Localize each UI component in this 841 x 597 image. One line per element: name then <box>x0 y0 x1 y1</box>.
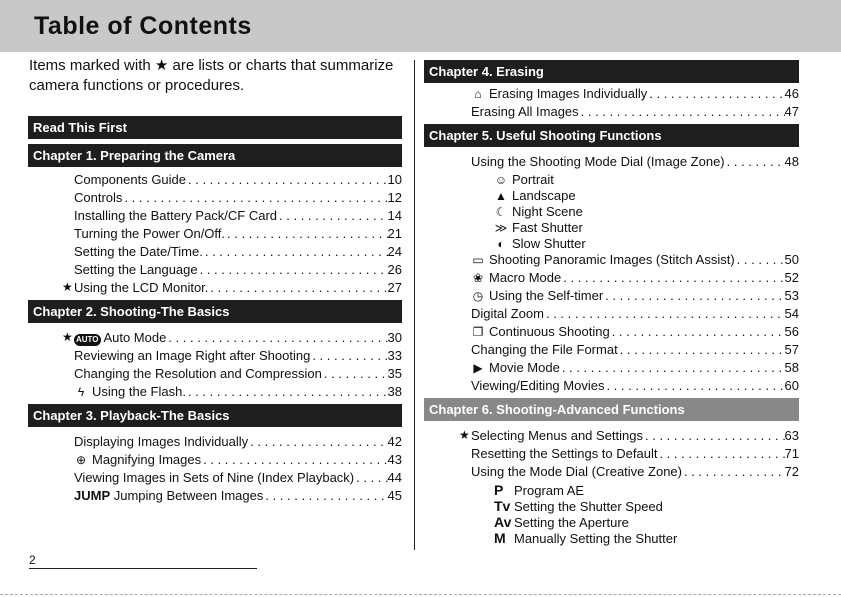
toc-entry[interactable]: Viewing Images in Sets of Nine (Index Playback) . . . 44 <box>74 470 402 486</box>
toc-entry[interactable]: Changing the Resolution and Compression . . . 35 <box>74 366 402 382</box>
subitem-portrait[interactable]: ☺ Portrait <box>494 172 554 187</box>
toc-entry[interactable]: ⌂ Erasing Images Individually . . . 46 <box>471 86 799 102</box>
toc-entry[interactable]: JUMP Jumping Between Images . . . 45 <box>74 488 402 504</box>
landscape-icon: ▲ <box>495 189 507 203</box>
intro-text: Items marked with ★ are lists or charts that summarize camera functions or procedures. <box>29 57 394 94</box>
chapter-6-header[interactable]: Chapter 6. Shooting-Advanced Functions <box>424 398 799 421</box>
star-icon: ★ <box>62 280 73 294</box>
toc-entry[interactable]: Components Guide . . . 10 <box>74 172 402 188</box>
toc-entry[interactable]: Turning the Power On/Off. . . . 21 <box>74 226 402 242</box>
chapter-1-header[interactable]: Chapter 1. Preparing the Camera <box>28 144 402 167</box>
chapter-4-header[interactable]: Chapter 4. Erasing <box>424 60 799 83</box>
page-edge-rule <box>0 594 841 596</box>
portrait-icon: ☺ <box>494 173 508 187</box>
toc-entry[interactable]: ▭ Shooting Panoramic Images (Stitch Assist) . . . 50 <box>471 252 799 268</box>
page-number: 2 <box>29 553 36 567</box>
subitem-aperture[interactable]: Av Setting the Aperture <box>494 514 629 530</box>
toc-entry[interactable]: Using the Shooting Mode Dial (Image Zone) . . . 48 <box>471 154 799 170</box>
subitem-slow-shutter[interactable]: ◐ Slow Shutter <box>494 236 586 252</box>
toc-entry[interactable]: Changing the File Format . . . 57 <box>471 342 799 358</box>
toc-entry[interactable]: Displaying Images Individually . . . 42 <box>74 434 402 450</box>
read-first-header[interactable]: Read This First <box>28 116 402 139</box>
subitem-shutter-speed[interactable]: Tv Setting the Shutter Speed <box>494 498 663 514</box>
mode-av-icon: Av <box>494 514 512 530</box>
chapter-2-header[interactable]: Chapter 2. Shooting-The Basics <box>28 300 402 323</box>
column-divider <box>414 60 415 550</box>
toc-entry[interactable]: Digital Zoom . . . 54 <box>471 306 799 322</box>
stitch-assist-icon: ▭ <box>472 253 484 267</box>
toc-entry[interactable]: Setting the Date/Time. . . . 24 <box>74 244 402 260</box>
subitem-landscape[interactable]: ▲ Landscape <box>495 188 576 203</box>
macro-icon: ❀ <box>472 271 484 285</box>
toc-entry[interactable]: Reviewing an Image Right after Shooting . . . 33 <box>74 348 402 364</box>
jump-icon: JUMP <box>74 488 111 503</box>
erase-icon: ⌂ <box>474 87 482 101</box>
toc-entry[interactable]: AUTO Auto Mode . . . 30 <box>74 330 402 346</box>
footer-rule <box>29 568 257 569</box>
self-timer-icon: ◷ <box>472 289 484 303</box>
subitem-manual[interactable]: M Manually Setting the Shutter <box>494 530 678 546</box>
chapter-5-header[interactable]: Chapter 5. Useful Shooting Functions <box>424 124 799 147</box>
toc-entry[interactable]: Resetting the Settings to Default . . . 71 <box>471 446 799 462</box>
slow-shutter-icon: ◐ <box>497 237 505 251</box>
toc-entry[interactable]: Viewing/Editing Movies . . . 60 <box>471 378 799 394</box>
mode-p-icon: P <box>494 482 504 498</box>
mode-m-icon: M <box>494 530 506 546</box>
toc-entry[interactable]: ❐ Continuous Shooting . . . 56 <box>471 324 799 340</box>
movie-icon: ▶ <box>473 361 483 375</box>
toc-entry[interactable]: Using the LCD Monitor. . . . 27 <box>74 280 402 296</box>
fast-shutter-icon: ≫ <box>494 221 508 235</box>
toc-entry[interactable]: ▶ Movie Mode . . . 58 <box>471 360 799 376</box>
auto-mode-icon: AUTO <box>76 335 99 344</box>
continuous-icon: ❐ <box>472 325 484 339</box>
toc-entry[interactable]: Installing the Battery Pack/CF Card . . . 14 <box>74 208 402 224</box>
mode-tv-icon: Tv <box>494 498 511 514</box>
subitem-program-ae[interactable]: P Program AE <box>494 482 585 498</box>
toc-entry[interactable]: ◷ Using the Self-timer . . . 53 <box>471 288 799 304</box>
toc-entry[interactable]: ❀ Macro Mode . . . 52 <box>471 270 799 286</box>
toc-entry[interactable]: Using the Mode Dial (Creative Zone) . . . 72 <box>471 464 799 480</box>
toc-entry[interactable]: ϟ Using the Flash. . . . 38 <box>74 384 402 400</box>
star-icon: ★ <box>459 428 470 442</box>
magnify-icon: ⊕ <box>75 453 87 467</box>
toc-entry[interactable]: Erasing All Images . . . 47 <box>471 104 799 120</box>
night-scene-icon: ☾ <box>495 205 507 219</box>
toc-entry[interactable]: ⊕ Magnifying Images . . . 43 <box>74 452 402 468</box>
star-icon: ★ <box>62 330 73 344</box>
flash-icon: ϟ <box>77 385 85 399</box>
subitem-night-scene[interactable]: ☾ Night Scene <box>495 204 583 219</box>
subitem-fast-shutter[interactable]: ≫ Fast Shutter <box>494 220 583 235</box>
toc-entry[interactable]: Selecting Menus and Settings . . . 63 <box>471 428 799 444</box>
page-title: Table of Contents <box>34 12 252 40</box>
chapter-3-header[interactable]: Chapter 3. Playback-The Basics <box>28 404 402 427</box>
toc-entry[interactable]: Controls . . . 12 <box>74 190 402 206</box>
toc-entry[interactable]: Setting the Language . . . 26 <box>74 262 402 278</box>
